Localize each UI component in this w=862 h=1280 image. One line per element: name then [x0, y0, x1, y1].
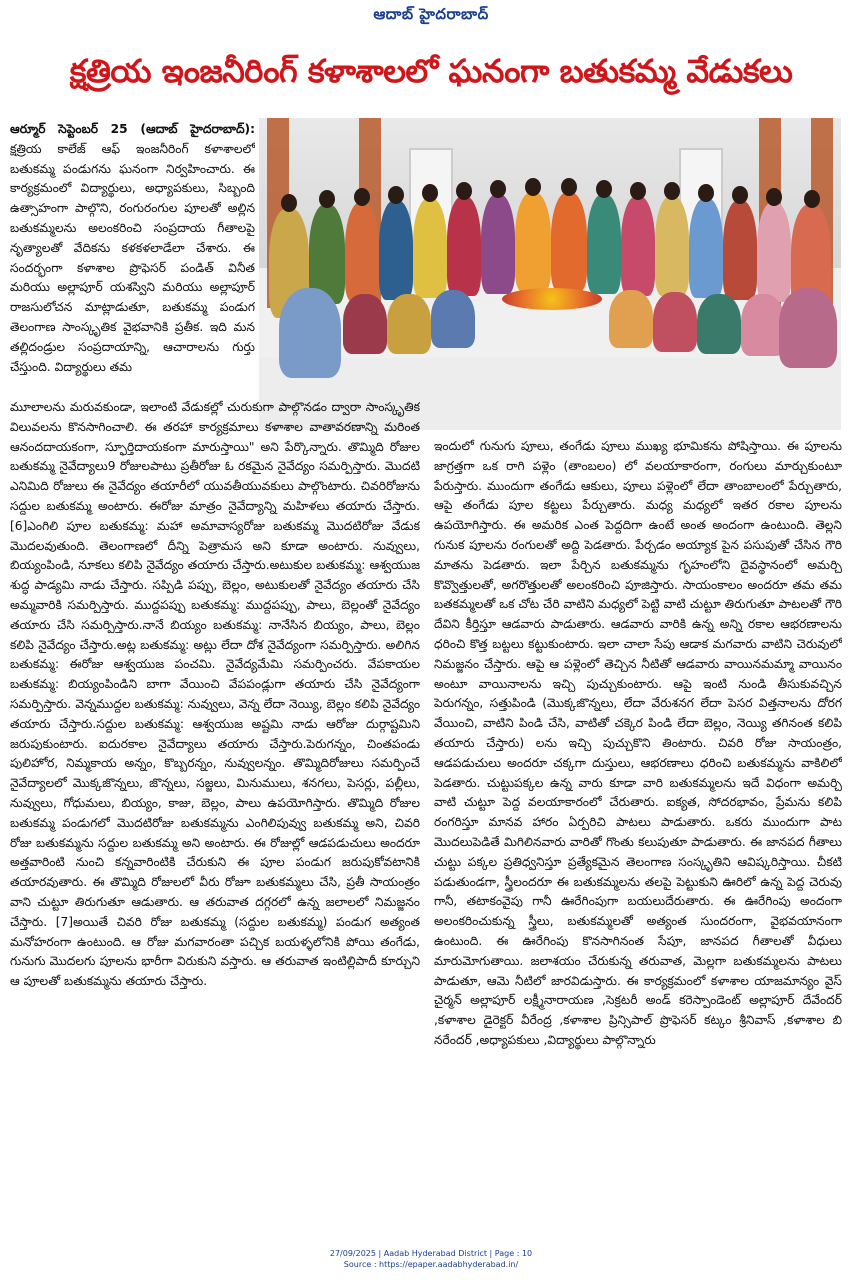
photo-head [804, 190, 820, 208]
bathukamma-flowers [502, 288, 602, 310]
masthead [0, 4, 862, 27]
photo-person [653, 292, 697, 352]
photo-person [621, 196, 655, 296]
photo-person [655, 196, 689, 296]
photo-person [387, 294, 431, 354]
photo-person [757, 202, 791, 302]
footer-source-link[interactable]: Source : https://epaper.aadabhyderabad.in/ [343, 1260, 519, 1269]
photo-person [447, 196, 481, 296]
photo-person [345, 202, 379, 302]
photo-head [596, 180, 612, 198]
article-intro-text: క్షత్రియ కాలేజ్ ఆఫ్ ఇంజనీరింగ్ కళాశాలలో బతుకమ్మ పండుగను ఘనంగా నిర్వహించారు. ఈ కార్యక్రమంలో విద్యార్థులు, అధ్యాపకులు, సిబ్బంది ఉత్సాహంగా పాల్గొని, రంగురంగుల పూలతో అల్లిన బతుకమ్మలను అలంకరించి సంప్రదాయ గీతాలపై నృత్యాలతో వేదికను కళకళలాడేలా చేశారు. ఈ సందర్భంగా కళాశాల ప్రొఫెసర్ పండిత్ వినీత మరియు అల్లాపూర్ యశస్విని మరియు అల్లాపూర్ రాజసులోచన మాట్లాడుతూ, బతుకమ్మ పండుగ తెలంగాణ సాంస్కృతిక వైభవానికి ప్రతీక. ఇది మన తల్లిదండ్రుల సంప్రదాయాన్ని, ఆచారాలను గుర్తు చేస్తుంది. విద్యార్థులు తమ [10, 141, 255, 374]
photo-person [515, 192, 551, 292]
photo-person [551, 192, 587, 292]
photo-person [413, 198, 447, 298]
photo-person [723, 200, 757, 300]
page-footer [0, 1248, 862, 1270]
photo-person [379, 200, 413, 300]
article-column-left: మూలాలను మరువకుండా, ఇలాంటి వేడుకల్లో చురుకుగా పాల్గొనడం ద్వారా సాంస్కృతిక విలువలను కొనసాగించాలి. ఈ తరహా కార్యక్రమాలు కళాశాల వాతావరణాన్ని మరింత ఆనందదాయకంగా, స్ఫూర్తిదాయకంగా మారుస్తాయి" అని పేర్కొన్నారు. తొమ్మిది రోజుల బతుకమ్మ నైవేద్యాలు9 రోజులపాటు ప్రతీరోజు ఓ రకమైన నైవేద్యం సమర్పిస్తారు. మొదటి ఎనిమిది రోజులు ఈ నైవేద్యం తయారీలో యువతీయువకులు పాల్గొంటారు. చివరిరోజును సద్దుల బతుకమ్మ అంటారు. ఈరోజు మాత్రం నైవేద్యాన్ని మహిళలు తయారు చేస్తారు. [6]ఎంగిలి పూల బతుకమ్మ: మహా అమావాస్యరోజు బతుకమ్మ మొదటిరోజు వేడుక మొదలవుతుంది. తెలంగాణలో దీన్ని పెత్రామస అని కూడా అంటారు. నువ్వులు, బియ్యంపిండి, నూకలు కలిపి నైవేద్యం తయారు చేస్తారు.అటుకుల బతుకమ్మ: ఆశ్వయుజ శుద్ధ పాడ్యమి నాడు చేస్తారు. సప్పిడి పప్పు, బెల్లం, అటుకులతో నైవేద్యం తయారు చేసి అమ్మవారికి సమర్పిస్తారు. ముద్దపప్పు బతుకమ్మ: ముద్దపప్పు, పాలు, బెల్లంతో నైవేద్యం తయారు చేసి సమర్పిస్తారు.నానే బియ్యం బతుకమ్మ: నానేసిన బియ్యం, పాలు, బెల్లం కలిపి నైవేద్యం చేస్తారు.అట్ల బతుకమ్మ: అట్లు లేదా దోశ నైవేద్యంగా సమర్పిస్తారు. అలిగిన బతుకమ్మ: ఈరోజు ఆశ్వయుజ పంచమి. నైవేద్యమేమి సమర్పించరు. వేపకాయల బతుకమ్మ: బియ్యంపిండిని బాగా వేయించి వేపపండ్లుగా తయారు చేసి నైవేద్యంగా సమర్పిస్తారు. వెన్నముద్దల బతుకమ్మ: నువ్వులు, వెన్న లేదా నెయ్యి, బెల్లం కలిపి నైవేద్యం తయారు చేస్తారు.సద్దుల బతుకమ్మ: ఆశ్వయుజ అష్టమి నాడు ఆరోజు దుర్గాష్టమిని జరుపుకుంటారు. ఐదురకాల నైవేద్యాలు తయారు చేస్తారు.పెరుగన్నం, చింతపండు పులిహోర, నిమ్మకాయ అన్నం, కొబ్బరన్నం, నువ్వులన్నం. తొమ్మిదిరోజులు సమర్పించే నైవేద్యాలలో మొక్కజొన్నలు, జొన్నలు, సజ్జలు, మినుములు, శనగలు, పెసర్లు, పల్లీలు, నువ్వులు, గోధుమలు, బియ్యం, కాజు, బెల్లం, పాలు ఉపయోగిస్తారు. తొమ్మిది రోజుల బతుకమ్మ పండుగలో మొదటిరోజు బతుకమ్మను ఎంగిలిపువ్వు బతుకమ్మ అని, చివరి రోజు బతుకమ్మను సద్దుల బతుకమ్మ అని అంటారు. ఈ రోజుల్లో ఆడపడుచులు అందరూ అత్తవారింటి నుంచి కన్నవారింటికి చేరుకుని ఈ పూల పండుగ జరుపుకోవటానికి తయారవుతారు. ఈ తొమ్మిది రోజులలో వీరు రోజూ బతుకమ్మలు చేసి, ప్రతీ సాయంత్రం వాని చుట్టూ తిరుగుతూ ఆడుతారు. ఆ తరువాత దగ్గరలో ఉన్న జలాలలో నిమజ్జనం చేస్తారు. [7]అయితే చివరి రోజు బతుకమ్మ (సద్దుల బతుకమ్మ) పండుగ అత్యంత మనోహరంగా ఉంటుంది. ఆ రోజు మగవారంతా పచ్చిక బయళ్ళలోనికి పోయి తంగేడు, గునుగు మొదలగు పూలను భారీగా విరుకుని వస్తారు. ఆ తరువాత ఇంటిల్లిపాదీ కూర్చుని ఆ పూలతో బతుకమ్మను తయారు చేస్తారు. [10, 400, 420, 989]
photo-person [279, 288, 341, 378]
photo-head [281, 194, 297, 212]
photo-head [456, 182, 472, 200]
footer-date-line: 27/09/2025 | Aadab Hyderabad District | Page : 10 [329, 1249, 533, 1258]
article-photo [259, 118, 841, 430]
photo-person [343, 294, 387, 354]
photo-head [561, 178, 577, 196]
photo-head [766, 188, 782, 206]
photo-head [630, 182, 646, 200]
photo-person [587, 194, 621, 294]
photo-head [732, 186, 748, 204]
headline: క్షత్రియ ఇంజనీరింగ్ కళాశాలలో ఘనంగా బతుకమ్మ వేడుకలు [69, 52, 793, 90]
article-column-right: ఇందులో గునుగు పూలు, తంగేడు పూలు ముఖ్య భూమికను పోషిస్తాయి. ఈ పూలను జాగ్రత్తగా ఒక రాగి పళ్లెం (తాంబలం) లో వలయాకారంగా, రంగులు మార్చుకుంటూ పేరుస్తారు. ముందుగా తంగేడు ఆకులు, పూలు పళ్లెంలో లేదా తాంబాలంలో పేర్చుతారు, ఆపై తంగేడు పూల కట్టలు పేర్చుతారు. మధ్య మధ్యలో ఇతర రకాల పూలను ఉపయోగిస్తారు. ఈ అమరిక ఎంత పెద్దదిగా ఉంటే అంత అందంగా ఉంటుంది. తెల్లని గునుక పూలను రంగులతో అద్ది పెడతారు. పేర్చడం అయ్యాక పైన పసుపుతో చేసిన గౌరి మాతను పెడతారు. ఇలా పేర్చిన బతుకమ్మను గృహంలోని దైవస్థానంలో అమర్చి కొవ్వొత్తులతో, అగరొత్తులతో అలంకరించి పూజిస్తారు. సాయంకాలం అందరూ తమ తమ బతకమ్మలతో ఒక చోట చేరి వాటిని మధ్యలో పెట్టి వాటి చుట్టూ తిరుగుతూ పాటలతో గౌరి దేవిని కీర్తిస్తూ ఆడవారు పాడుతారు. ఆడవారు వారికి ఉన్న అన్ని రకాల ఆభరణాలను ధరించి కొత్త బట్టలు కట్టుకుంటారు. ఇలా చాలా సేపు ఆడాక మగవారు వాటిని చెరువులో నిమజ్జనం చేస్తారు. ఆపై ఆ పళ్లెంలో తెచ్చిన నీటితో ఆడవారు వాయినమమ్మా వాయినం అంటూ వాయినాలను ఇచ్చి పుచ్చుకుంటారు. ఆపై ఇంటి నుండి తీసుకువచ్చిన పెరుగన్నం, సత్తుపిండి (మొక్కజొన్నలు, లేదా వేరుశనగ లేదా పెసర విత్తనాలను దోరగ వేయించి, వాటిని పిండి చేసి, వాటితో చక్కెర పిండి లేదా బెల్లం, నెయ్యి తగినంత కలిపి తయారు చేస్తారు) లను ఇచ్చి పుచ్చుకొని తింటారు. చివరి రోజు సాయంత్రం, ఆడపడుచులు అందరూ చక్కగా దుస్తులు, ఆభరణాలు ధరించి బతుకమ్మను వాకిలిలో పెడతారు. చుట్టుపక్కల ఉన్న వారు కూడా వారి బతుకమ్మలను ఇదే విధంగా అమర్చి వాటి చుట్టూ పెద్ద వలయాకారంలో చేరుతారు. ఐక్యత, సోదరభావం, ప్రేమను కలిపి రంగరిస్తూ మానవ హారం ఏర్పరిచి పాటలు పాడుతారు. ఒకరు ముందుగా పాట మొదలుపెడితే మిగిలినవారు వారితో గొంతు కలుపుతూ పాడుతారు. ఈ జానపద గీతాలు చుట్టు పక్కల ప్రతిధ్వనిస్తూ ప్రత్యేకమైన తెలంగాణ సంస్కృతిని ఆవిష్కరిస్తాయి. చీకటి పడుతుండగా, స్త్రీలందరూ ఈ బతుకమ్మలను తలపై పెట్టుకుని ఊరిలో ఉన్న పెద్ద చెరువు గానీ, తటాకంవైపు గానీ ఊరేగింపుగా బయలుదేరుతారు. ఈ ఊరేగింపు అందంగా అలంకరించుకున్న స్త్రీలు, బతుకమ్మలతో అత్యంత సుందరంగా, వైభవయానంగా ఉంటుంది. ఈ ఊరేగింపు కొనసాగినంత సేపూ, జానపద గీతాలతో వీధులు మారుమోగుతాయి. జలాశయం చేరుకున్న తరువాత, మెల్లగా బతుకమ్మలను పాటలు పాడుతూ, ఆమె నీటిలో జారవిడుస్తారు. ఈ కార్యక్రమంలో కళాశాల యాజమాన్యం వైస్ చైర్మన్ అల్లాపూర్ లక్ష్మీనారాయణ ,సెక్రటరీ అండ్ కరెస్పాండెంట్ అల్లాపూర్ దేవేందర్ ,కళాశాల డైరెక్టర్ వీరేంద్ర ,కళాశాల ప్రిన్సిపాల్ ప్రొఫెసర్ కట్కం శ్రీనివాస్ ,కళాశాల బి నరేందర్ ,అధ్యాపకులు ,విద్యార్థులు పాల్గొన్నారు [434, 439, 842, 1047]
photo-person [609, 290, 653, 348]
photo-head [664, 182, 680, 200]
photo-person [431, 290, 475, 348]
photo-head [319, 190, 335, 208]
dateline: ఆర్మూర్ సెప్టెంబర్ 25 (ఆదాబ్ హైదరాబాద్): [10, 122, 255, 136]
photo-person [697, 294, 741, 354]
photo-head [490, 180, 506, 198]
photo-person [689, 198, 723, 298]
photo-person [779, 288, 837, 368]
masthead-logo: ఆదాబ్ హైదరాబాద్ [373, 5, 489, 23]
photo-head [354, 188, 370, 206]
photo-head [698, 184, 714, 202]
photo-head [525, 178, 541, 196]
photo-head [422, 184, 438, 202]
photo-head [388, 186, 404, 204]
photo-person [481, 194, 515, 294]
article-column-left-top [10, 120, 255, 400]
